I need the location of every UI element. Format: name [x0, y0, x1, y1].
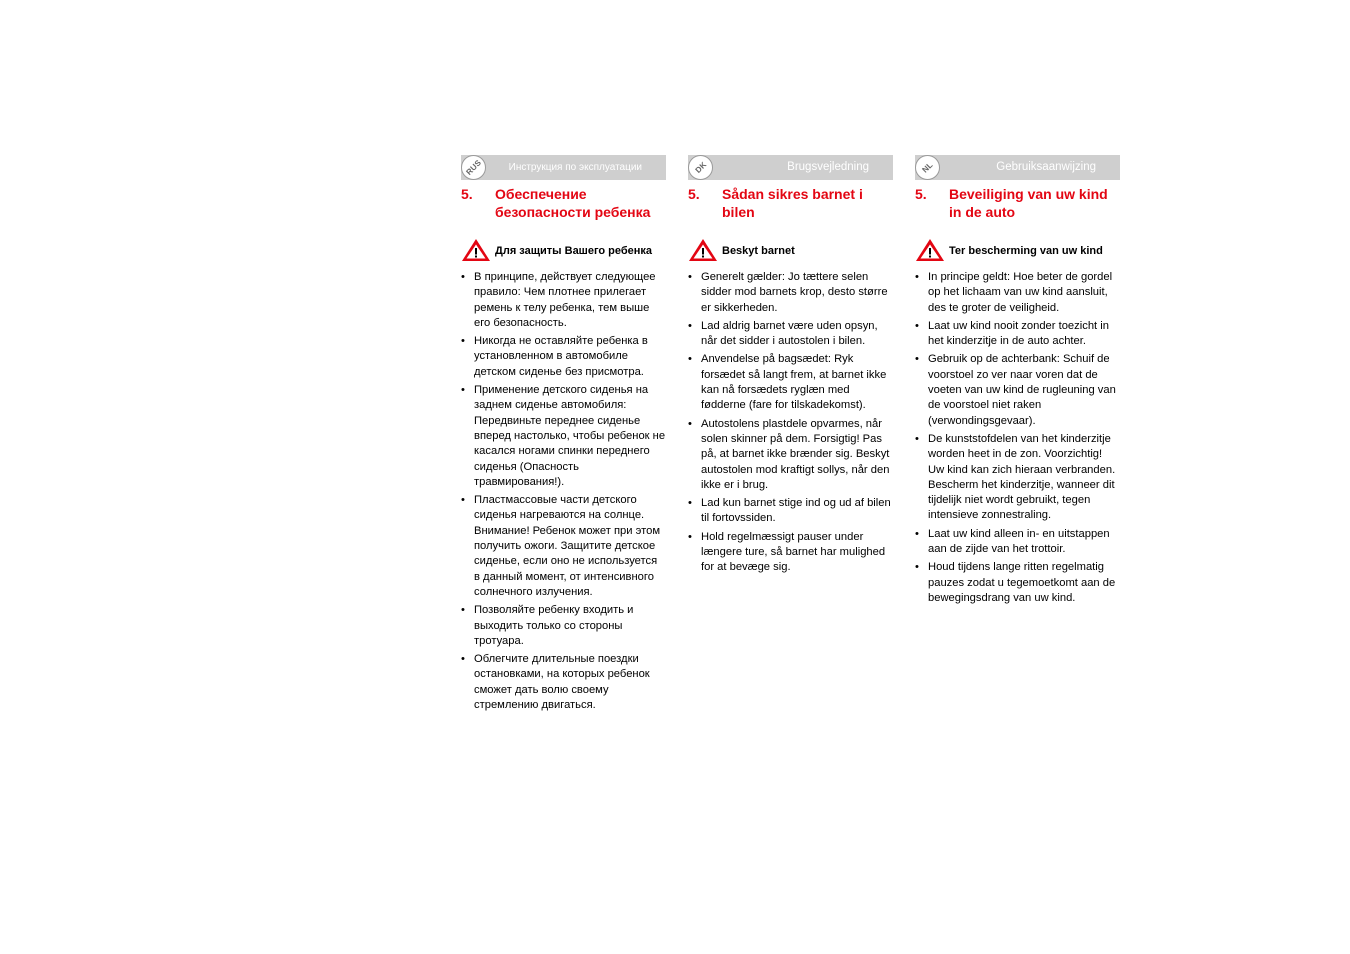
column-header [915, 155, 1120, 180]
list-item: • Generelt gælder: Jo tættere selen sidder mod barnets krop, desto større er sikkerheden. [688, 270, 893, 316]
section-number: 5. [688, 186, 700, 202]
section-heading [915, 186, 1120, 221]
list-item: • Позволяйте ребенку входить и выходить только со стороны тротуара. [461, 603, 666, 649]
list-item: • De kunststofdelen van het kinderzitje worden heet in de zon. Voorzichtig! Uw kind kan zich hieraan verbranden. Bescherm het kinderzitje, wanneer dit tijdelijk niet wordt gebruikt, tegen intensieve zonnestraling. [915, 432, 1120, 524]
column-header [688, 155, 893, 180]
bullet-list [915, 270, 1120, 606]
list-item: • В принципе, действует следующее правило: Чем плотнее прилегает ремень к телу ребенка, тем выше его безопасность. [461, 270, 666, 331]
language-code: DK [693, 160, 708, 175]
language-code: NL [920, 160, 935, 175]
section-title: Sådan sikres barnet i bilen [722, 186, 863, 220]
bullet-list [461, 270, 666, 713]
language-badge [688, 155, 713, 180]
list-item: • In principe geldt: Hoe beter de gordel op het lichaam van uw kind aansluit, des te groter de veiligheid. [915, 270, 1120, 316]
section-number: 5. [915, 186, 927, 202]
header-title: Инструкция по эксплуатации [508, 162, 642, 173]
warning-title: Для защиты Вашего ребенка [495, 245, 653, 257]
list-item: • Houd tijdens lange ritten regelmatig pauzes zodat u tegemoetkomt aan de bewegingsdrang van uw kind. [915, 560, 1120, 606]
warning-triangle-icon [461, 238, 491, 262]
list-item: • Autostolens plastdele opvarmes, når solen skinner på dem. Forsigtig! Pas på, at barnet ikke brænder sig. Beskyt autostolen mod kraftigt sollys, når den ikke er i brug. [688, 417, 893, 493]
list-item: • Laat uw kind alleen in- en uitstappen aan de zijde van het trottoir. [915, 527, 1120, 558]
header-title: Gebruiksaanwijzing [996, 161, 1096, 173]
list-item: • Anvendelse på bagsædet: Ryk forsædet så langt frem, at barnet ikke kan nå forsædets ryglæn med fødderne (fare for tilskadekomst). [688, 352, 893, 413]
section-title: Beveiliging van uw kind in de auto [949, 186, 1108, 220]
language-column-rus [461, 155, 666, 716]
warning-triangle-icon [915, 238, 945, 262]
bullet-list [688, 270, 893, 576]
list-item: • Laat uw kind nooit zonder toezicht in het kinderzitje in de auto achter. [915, 319, 1120, 350]
warning-heading [915, 238, 1120, 262]
language-badge [461, 155, 486, 180]
section-heading [461, 186, 666, 221]
language-column-nl [915, 155, 1120, 609]
warning-heading [688, 238, 893, 262]
warning-title: Beskyt barnet [722, 245, 795, 257]
section-heading [688, 186, 893, 221]
list-item: • Lad kun barnet stige ind og ud af bilen til fortovssiden. [688, 496, 893, 527]
column-header [461, 155, 666, 180]
warning-triangle-icon [688, 238, 718, 262]
list-item: • Пластмассовые части детского сиденья нагреваются на солнце. Внимание! Ребенок может при этом получить ожоги. Защитите детское сиденье, если оно не используется в данный момент, от интенсивного солнечного излучения. [461, 493, 666, 600]
list-item: • Gebruik op de achterbank: Schuif de voorstoel zo ver naar voren dat de voeten van uw kind de rugleuning van de voorstoel niet raken (verwondingsgevaar). [915, 352, 1120, 428]
warning-title: Ter bescherming van uw kind [949, 245, 1103, 257]
warning-heading [461, 238, 666, 262]
section-number: 5. [461, 186, 473, 202]
language-column-dk [688, 155, 893, 579]
list-item: • Lad aldrig barnet være uden opsyn, når det sidder i autostolen i bilen. [688, 319, 893, 350]
language-badge [915, 155, 940, 180]
list-item: • Применение детского сиденья на заднем сиденье автомобиля: Передвиньте переднее сиденье вперед настолько, чтобы ребенок не касался ногами спинки переднего сиденья (Опасность травмирования!). [461, 383, 666, 490]
header-title: Brugsvejledning [787, 161, 869, 173]
list-item: • Hold regelmæssigt pauser under længere ture, så barnet har mulighed for at bevæge sig. [688, 530, 893, 576]
language-code: RUS [464, 158, 483, 177]
list-item: • Облегчите длительные поездки остановками, на которых ребенок сможет дать волю своему стремлению двигаться. [461, 652, 666, 713]
section-title: Обеспечение безопасности ребенка [495, 186, 651, 220]
list-item: • Никогда не оставляйте ребенка в установленном в автомобиле детском сиденье без присмотра. [461, 334, 666, 380]
